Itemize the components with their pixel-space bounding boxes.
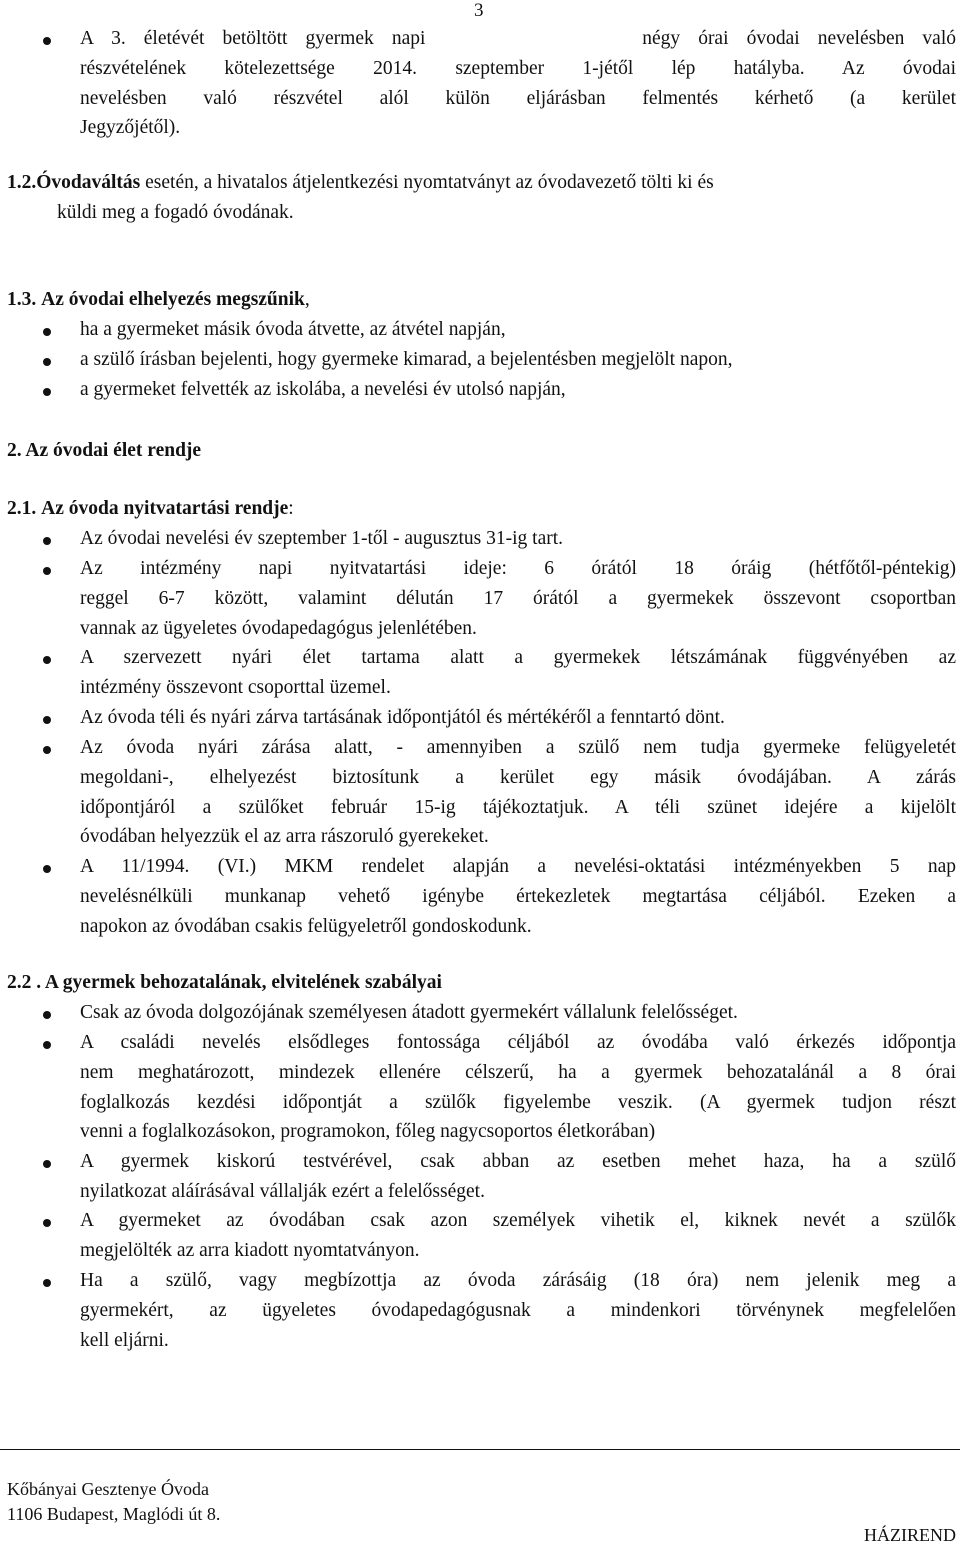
text-line: A gyermeket az óvodában csak azon személyek vihetik el, kiknek nevét a szülők: [80, 1210, 956, 1231]
text-line: napokon az óvodában csakis felügyeletről gondoskodunk.: [80, 915, 532, 937]
section-number: 1.2.: [7, 172, 37, 193]
text-line: Ha a szülő, vagy megbízottja az óvoda zárásáig (18 óra) nem jelenik meg a: [80, 1270, 956, 1291]
section-title: Az óvodai elhelyezés megszűnik: [41, 289, 305, 310]
section-title: Az óvoda nyitvatartási rendje: [41, 498, 289, 519]
intro-paragraph: [80, 24, 956, 143]
list-item: [80, 1266, 956, 1355]
list-item: Csak az óvoda dolgozójának személyesen átadott gyermekért vállalunk felelősséget.: [80, 1002, 738, 1023]
list-item: Az óvodai nevelési év szeptember 1-től - augusztus 31-ig tart.: [80, 528, 564, 549]
bullet-dot: [43, 1041, 51, 1049]
text-line: Az intézmény napi nyitvatartási ideje: 6 órától 18 óráig (hétfőtől-péntekig): [80, 558, 956, 579]
footer-doc-title: HÁZIREND: [864, 1525, 956, 1545]
bullet-dot: [43, 537, 51, 545]
heading-text: 2. Az óvodai élet rendje: [7, 440, 202, 461]
text-line: megoldani-, elhelyezést biztosítunk a kerület egy másik óvodájában. A zárás: [80, 766, 956, 788]
text-line: A 3. életévét betöltött gyermek napi négy órai óvodai nevelésben való: [80, 28, 956, 49]
footer-institution: Kőbányai Gesztenye Óvoda: [7, 1479, 209, 1499]
text-line: Jegyzőjétől).: [80, 117, 181, 139]
page-number: 3: [474, 0, 484, 21]
text-line: vannak az ügyeletes óvodapedagógus jelenlétében.: [80, 617, 477, 639]
section-title: Óvodaváltás: [36, 172, 141, 193]
bullet-dot: [43, 567, 51, 575]
list-item: [80, 643, 956, 703]
text-line: Az óvoda nyári zárása alatt, - amennyiben a szülő nem tudja gyermeke felügyeletét: [80, 737, 956, 758]
bullet-dot: [43, 388, 51, 396]
heading-text: 2.2 . A gyermek behozatalának, elvitelének szabályai: [7, 972, 442, 993]
text-line: nevelésben való részvétel alól külön eljárásban felmentés kérhető (a kerület: [80, 87, 956, 109]
list-item: [80, 1028, 956, 1147]
list-item: [80, 554, 956, 643]
text-line: nevelésnélküli munkanap vehető igénybe értekezletek megtartása céljából. Ezeken a: [80, 885, 956, 907]
text-line: kell eljárni.: [80, 1329, 169, 1351]
section-suffix: ,: [304, 289, 310, 310]
list-item: [80, 733, 956, 852]
text-line: venni a foglalkozásokon, programokon, főleg nagycsoportos életkorában): [80, 1121, 656, 1143]
text-line: A szervezett nyári élet tartama alatt a gyermekek létszámának függvényében az: [80, 647, 956, 668]
section-1-3-heading: [7, 285, 310, 315]
text-line: óvodában helyezzük el az arra rászoruló gyerekeket.: [80, 826, 489, 848]
text-line: részvételének kötelezettsége 2014. szeptember 1-jétől lép hatályba. Az óvodai: [80, 57, 956, 79]
section-2-heading: [7, 436, 201, 466]
section-1-2-line1: [7, 168, 714, 198]
list-item: [80, 1206, 956, 1266]
list-item: a gyermeket felvették az iskolába, a nevelési év utolsó napján,: [80, 379, 566, 400]
footer-address: 1106 Budapest, Maglódi út 8.: [7, 1504, 221, 1524]
text-line: A 11/1994. (VI.) MKM rendelet alapján a nevelési-oktatási intézményekben 5 nap: [80, 856, 956, 877]
text-line: gyermekért, az ügyeletes óvodapedagógusnak a mindenkori törvénynek megfelelően: [80, 1299, 956, 1321]
text-line: foglalkozás kezdési időpontját a szülők figyelembe veszik. (A gyermek tudjon részt: [80, 1091, 956, 1113]
section-suffix: :: [288, 498, 294, 519]
text-line: nyilatkozat aláírásával vállalják ezért a felelősséget.: [80, 1180, 485, 1202]
text-line: időpontjáról a szülőket február 15-ig tájékoztatjuk. A téli szünet idejére a kijelölt: [80, 796, 956, 818]
section-1-2-line2: küldi meg a fogadó óvodának.: [57, 202, 294, 223]
bullet-dot: [43, 358, 51, 366]
section-number: 2.1.: [7, 498, 37, 519]
list-item: Az óvoda téli és nyári zárva tartásának időpontjától és mértékéről a fenntartó dönt.: [80, 707, 725, 728]
list-item: [80, 1147, 956, 1207]
list-item: [80, 852, 956, 941]
bullet-dot: [43, 656, 51, 664]
text-line: nem meghatározott, mindezek ellenére célszerű, ha a gyermek behozatalánál a 8 órai: [80, 1061, 956, 1083]
section-2-2-heading: [7, 968, 442, 998]
text-line: reggel 6-7 között, valamint délután 17 órától a gyermekek összevont csoportban: [80, 587, 956, 609]
section-2-1-heading: [7, 494, 294, 524]
bullet-dot: [43, 37, 51, 45]
section-number: 1.3.: [7, 289, 37, 310]
section-text: esetén, a hivatalos átjelentkezési nyomtatványt az óvodavezető tölti ki és: [140, 172, 714, 193]
list-item: a szülő írásban bejelenti, hogy gyermeke kimarad, a bejelentésben megjelölt napon,: [80, 349, 733, 370]
list-item: ha a gyermeket másik óvoda átvette, az átvétel napján,: [80, 319, 506, 340]
text-line: megjelölték az arra kiadott nyomtatványon.: [80, 1239, 420, 1261]
bullet-dot: [43, 328, 51, 336]
bullet-dot: [43, 865, 51, 873]
text-line: A gyermek kiskorú testvérével, csak abban az esetben mehet haza, ha a szülő: [80, 1151, 956, 1172]
bullet-dot: [43, 1279, 51, 1287]
bullet-dot: [43, 1011, 51, 1019]
text-line: A családi nevelés elsődleges fontossága céljából az óvodába való érkezés időpontja: [80, 1032, 956, 1053]
footer-divider: [0, 1449, 960, 1450]
text-line: intézmény összevont csoporttal üzemel.: [80, 676, 391, 698]
bullet-dot: [43, 716, 51, 724]
bullet-dot: [43, 1160, 51, 1168]
bullet-dot: [43, 1219, 51, 1227]
bullet-dot: [43, 746, 51, 754]
